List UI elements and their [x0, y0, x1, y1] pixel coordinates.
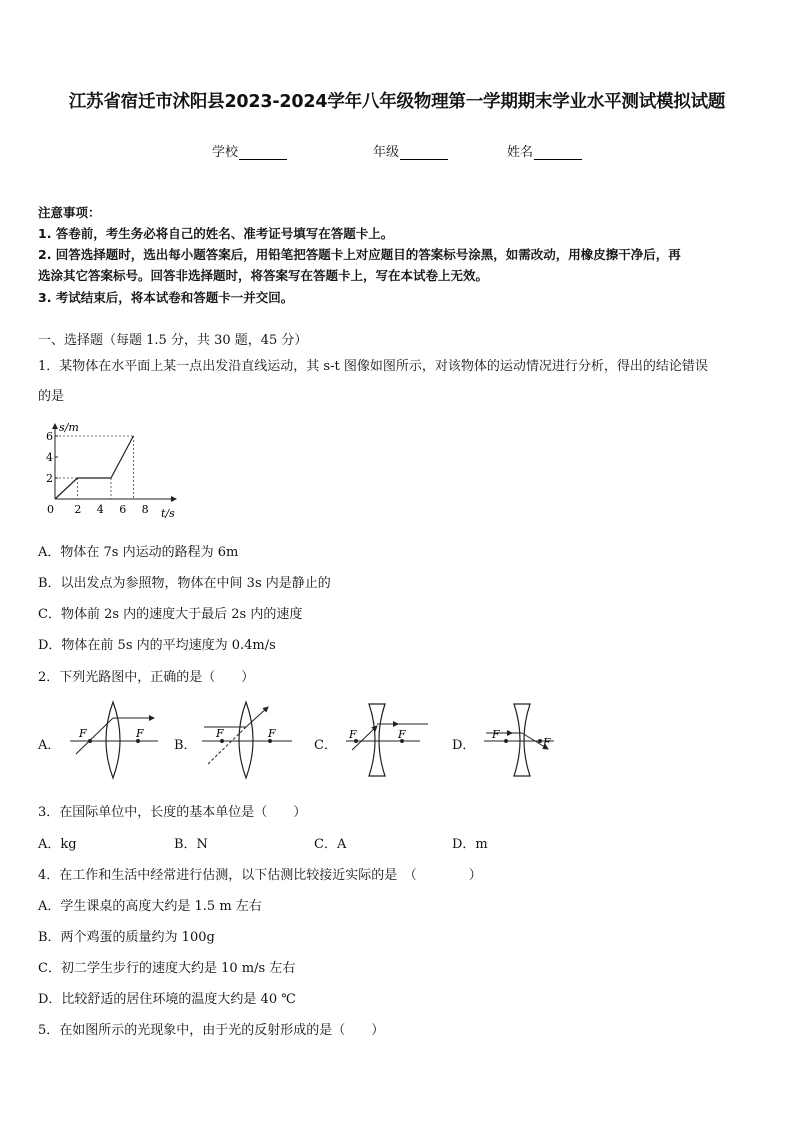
x-tick-label: 2 — [74, 503, 82, 516]
y-tick-label: 2 — [46, 472, 53, 485]
guide-lines — [55, 436, 133, 499]
q2-label-b: B． — [174, 738, 197, 753]
page-title: 江苏省宿迁市沭阳县2023-2024学年八年级物理第一学期期末学业水平测试模拟试题 — [68, 92, 726, 112]
school-blank — [239, 145, 287, 160]
grade-label: 年级 — [373, 145, 400, 160]
diagram-a-convex-lens — [62, 700, 162, 780]
focus-label: F — [79, 727, 87, 740]
x-tick-label: 6 — [119, 503, 127, 516]
q2-label-d: D． — [452, 738, 476, 753]
q1-stem: 1．某物体在水平面上某一点出发沿直线运动，其 s-t 图像如图所示，对该物体的运动情况进行分析，得出的结论错误 — [38, 359, 708, 374]
q4-stem: 4．在工作和生活中经常进行估测，以下估测比较接近实际的是 （ ） — [38, 868, 482, 883]
y-axis-label: s/m — [59, 421, 79, 434]
y-tick-label: 6 — [46, 430, 53, 443]
q3-option-c: C．A — [314, 837, 347, 852]
diagram-d-concave-lens — [478, 700, 578, 780]
q2-label-c: C． — [314, 738, 337, 753]
q5-stem: 5．在如图所示的光现象中，由于光的反射形成的是（ ） — [38, 1023, 385, 1038]
notice-heading: 注意事项： — [38, 205, 101, 220]
x-tick-label: 0 — [47, 503, 54, 516]
diagram-c-concave-lens — [338, 700, 438, 780]
focus-label: F — [136, 727, 144, 740]
name-blank — [534, 145, 582, 160]
notice-item: 2. 回答选择题时，选出每小题答案后，用铅笔把答题卡上对应题目的答案标号涂黑，如需改动，用橡皮擦干净后，再 — [38, 247, 681, 262]
x-tick-labels — [47, 503, 149, 516]
focus-label: F — [349, 728, 357, 741]
section-heading: 一、选择题（每题 1.5 分，共 30 题，45 分） — [38, 333, 308, 348]
notice-item: 1. 答卷前，考生务必将自己的姓名、准考证号填写在答题卡上。 — [38, 226, 394, 241]
name-field — [507, 141, 582, 160]
name-label: 姓名 — [507, 145, 534, 160]
q1-option-b: B．以出发点为参照物，物体在中间 3s 内是静止的 — [38, 576, 331, 591]
q2-stem: 2．下列光路图中，正确的是（ ） — [38, 670, 255, 685]
school-field — [212, 141, 287, 160]
q1-option-a: A．物体在 7s 内运动的路程为 6m — [38, 545, 239, 560]
q4-option-c: C．初二学生步行的速度大约是 10 m/s 左右 — [38, 961, 296, 976]
focus-label: F — [543, 736, 551, 749]
y-tick-labels — [46, 430, 58, 485]
q1-stem-cont: 的是 — [38, 389, 65, 404]
q4-option-a: A．学生课桌的高度大约是 1.5 m 左右 — [38, 899, 262, 914]
notice-item: 3. 考试结束后，将本试卷和答题卡一并交回。 — [38, 290, 294, 305]
focus-label: F — [216, 727, 224, 740]
diagram-b-convex-lens — [198, 700, 298, 780]
q3-option-d: D．m — [452, 837, 488, 852]
q1-option-c: C．物体前 2s 内的速度大于最后 2s 内的速度 — [38, 607, 303, 622]
q2-label-a: A． — [38, 738, 61, 753]
q3-option-a: A．kg — [38, 837, 77, 852]
st-chart — [38, 418, 183, 523]
q3-stem: 3．在国际单位中，长度的基本单位是（ ） — [38, 805, 307, 820]
x-tick-label: 4 — [96, 503, 104, 516]
series-line — [55, 436, 133, 499]
focus-label: F — [398, 728, 406, 741]
school-label: 学校 — [212, 145, 239, 160]
x-tick-label: 8 — [141, 503, 149, 516]
q4-option-b: B．两个鸡蛋的质量约为 100g — [38, 930, 215, 945]
notice-item: 选涂其它答案标号。回答非选择题时，将答案写在答题卡上，写在本试卷上无效。 — [38, 268, 489, 283]
grade-field — [373, 141, 448, 160]
x-axis-label: t/s — [161, 507, 175, 520]
q3-option-b: B．N — [174, 837, 208, 852]
focus-label: F — [268, 727, 276, 740]
focus-label: F — [492, 728, 500, 741]
series-polyline — [55, 436, 133, 499]
q1-option-d: D．物体在前 5s 内的平均速度为 0.4m/s — [38, 638, 276, 653]
q4-option-d: D．比较舒适的居住环境的温度大约是 40 ℃ — [38, 992, 296, 1007]
y-tick-label: 4 — [46, 451, 53, 464]
grade-blank — [400, 145, 448, 160]
